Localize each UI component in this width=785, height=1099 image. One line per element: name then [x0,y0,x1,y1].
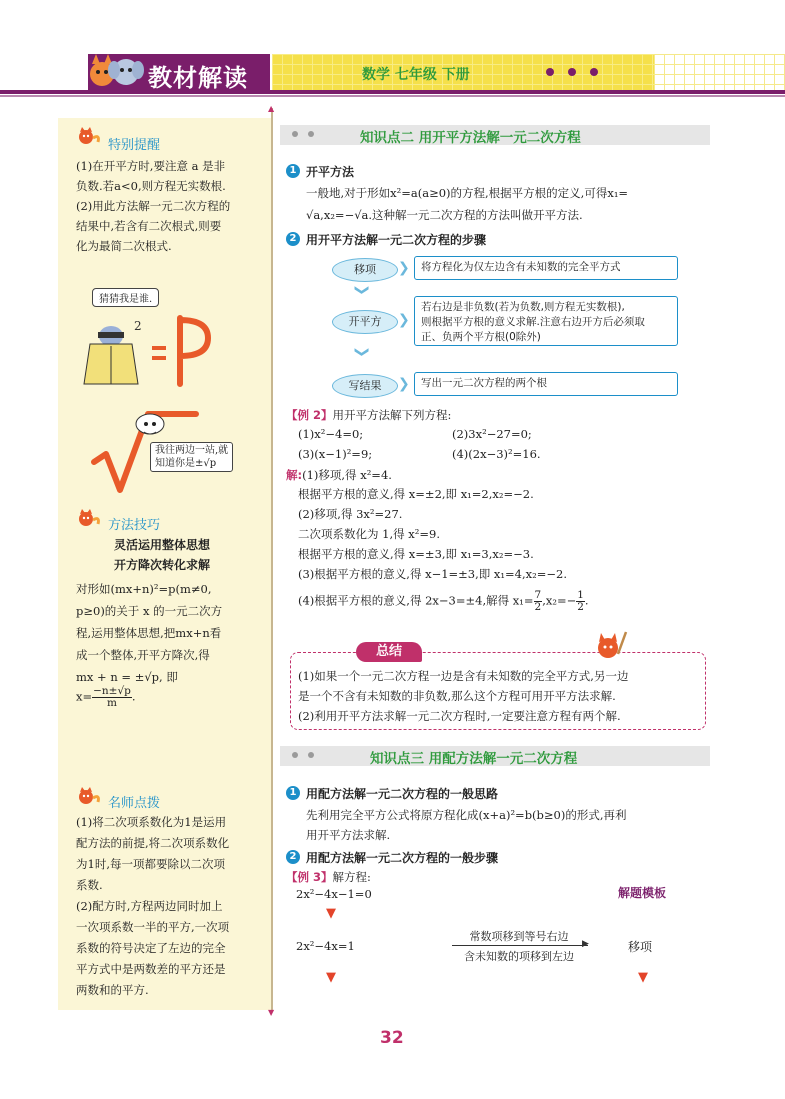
cartoon-p-squared-icon [76,300,226,390]
solution-line-2: 根据平方根的意义,得 x=±2,即 x₁=2,x₂=−2. [298,487,534,501]
header-dots [546,68,598,76]
teacher-text: (1)将二次项系数化为1是运用 配方法的前提,将二次项系数化 为1时,每一项都要除以二次项 系数. (2)配方时,方程两边同时加上 一次项系数一半的平方,一次项 系数的符号决定了左边的完全 平方式中是两数差的平方还是 两数和的平方. [76,815,230,997]
summary-tag: 总结 [356,642,422,662]
tips-heading: 特别提醒 [108,138,161,153]
flow-step-1: 移项 [332,258,398,282]
flow-chevron-1-icon: ❯ [398,260,410,276]
section3-item2-badge: 2 [286,850,300,864]
step-arrow-head-icon: ▶ [582,939,589,949]
section3-bar [280,746,710,766]
mascot-fox-elephant-icon [84,50,144,90]
fox-method-icon [76,508,102,528]
section2-title: 知识点二 用开平方法解一元二次方程 [360,130,581,146]
method-formula: x= $\frac{-n\pm√p}{m}$ . [76,685,136,709]
section3-item1-line2: 用开平方法求解. [306,828,391,842]
section3-item2-title: 用配方法解一元二次方程的一般步骤 [306,851,499,865]
solution-line-3: (2)移项,得 3x²=27. [298,507,403,521]
method-text: 对形如(mx+n)²=p(m≠0, p≥0)的关于 x 的一元二次方 程,运用整体思想,把mx+n看 成一个整体,开平方降次,得 mx + n = ±√p, 即 [76,582,223,684]
example2-problem-1: (1)x²−4=0; [298,427,364,441]
fox-teacher-icon [76,786,102,806]
example3-header: 【例 3】解方程: [286,870,371,884]
section3-item1-title: 用配方法解一元二次方程的一般思路 [306,787,499,801]
summary-line-2: 是一个不含有未知数的非负数,那么这个方程可用开平方法求解. [298,689,616,703]
header-title: 教材解读 [148,64,248,92]
example3-eq-2: 2x²−4x=1 [296,939,355,953]
solution-line-6: (3)根据平方根的意义,得 x−1=±3,即 x₁=4,x₂=−2. [298,567,567,581]
section3-item1-line1: 先利用完全平方公式将原方程化成(x+a)²=b(b≥0)的形式,再利 [306,808,627,822]
step-name: 移项 [628,940,653,954]
section3-title: 知识点三 用配方法解一元二次方程 [370,751,578,767]
flow-desc-2: 若右边是非负数(若为负数,则方程无实数根), 则根据平方根的意义求解.注意右边开方后必须取 正、负两个平方根(0除外) [414,296,678,346]
cartoon-bubble-2: 我往两边一站,就 知道你是±√p [150,442,233,472]
teacher-heading: 名师点拨 [108,796,161,811]
header-grid-tail [654,54,785,90]
flow-down-1-icon: ❯ [353,284,370,296]
example2-problem-4: (4)(2x−3)²=16. [452,447,541,461]
summary-line-3: (2)利用开平方法求解一元二次方程时,一定要注意方程有两个解. [298,709,621,723]
flow-step-2: 开平方 [332,310,398,334]
method-title-1: 灵活运用整体思想 [114,538,211,552]
fox-tip-icon [76,126,102,146]
cartoon-bubble-1: 猜猜我是谁. [92,288,159,307]
solution-line-5: 根据平方根的意义,得 x=±3,即 x₁=3,x₂=−3. [298,547,534,561]
fox-mascot-icon [588,628,628,664]
example3-eq-1: 2x²−4x−1=0 [296,887,372,901]
section2-item1-badge: 1 [286,164,300,178]
down-arrow-2-icon: ▼ [326,970,336,985]
example2-problem-2: (2)3x²−27=0; [452,427,532,441]
header-divider-light [0,95,785,97]
template-label: 解题模板 [618,886,667,900]
sidebar-border [271,108,273,1012]
section2-item1-line1: 一般地,对于形如x²=a(a≥0)的方程,根据平方根的定义,可得x₁= [306,186,629,200]
section2-item2-badge: 2 [286,232,300,246]
method-title-2: 开方降次转化求解 [114,558,211,572]
section2-item1-title: 开平方法 [306,165,355,179]
svg-text:2: 2 [134,319,142,333]
flow-down-2-icon: ❯ [353,346,370,358]
summary-line-1: (1)如果一个一元二次方程一边是含有未知数的完全平方式,另一边 [298,669,629,683]
section3-item1-badge: 1 [286,786,300,800]
solution-line-4: 二次项系数化为 1,得 x²=9. [298,527,440,541]
example2-problem-3: (3)(x−1)²=9; [298,447,373,461]
step-note-top: 常数项移到等号右边 [469,930,569,943]
section2-item2-title: 用开平方法解一元二次方程的步骤 [306,233,487,247]
tips-text: (1)在开平方时,要注意 a 是非 负数.若a<0,则方程无实数根. (2)用此方法解一元二次方程的 结果中,若含有二次根式,则要 化为最简二次根式. [76,159,231,253]
section2-bar [280,125,710,145]
example2-header: 【例 2】用开平方法解下列方程: [286,408,452,422]
method-heading: 方法技巧 [108,518,161,533]
solution-line-7: (4)根据平方根的意义,得 2x−3=±4,解得 x₁= $\frac{7}{2}$ ,x₂=− $\frac{1}{2}$ . [298,589,589,613]
flow-chevron-3-icon: ❯ [398,376,410,392]
page-number: 32 [380,1028,404,1048]
step-arrow-line [452,945,588,946]
border-bottom-arrow-icon: ▼ [268,1008,275,1017]
flow-desc-1: 将方程化为仅左边含有未知数的完全平方式 [414,256,678,280]
border-top-arrow-icon: ▲ [268,104,275,113]
solution-line-1: 解:(1)移项,得 x²=4. [286,468,392,482]
flow-desc-3: 写出一元二次方程的两个根 [414,372,678,396]
flow-step-3: 写结果 [332,374,398,398]
down-arrow-3-icon: ▼ [638,970,648,985]
down-arrow-1-icon: ▼ [326,906,336,921]
section2-item1-line2: √a,x₂=−√a.这种解一元二次方程的方法叫做开平方法. [306,208,583,222]
header-subtitle: 数学 七年级 下册 [362,67,470,83]
flow-chevron-2-icon: ❯ [398,312,410,328]
header-divider [0,90,785,94]
step-note-bottom: 含未知数的项移到左边 [464,950,574,963]
